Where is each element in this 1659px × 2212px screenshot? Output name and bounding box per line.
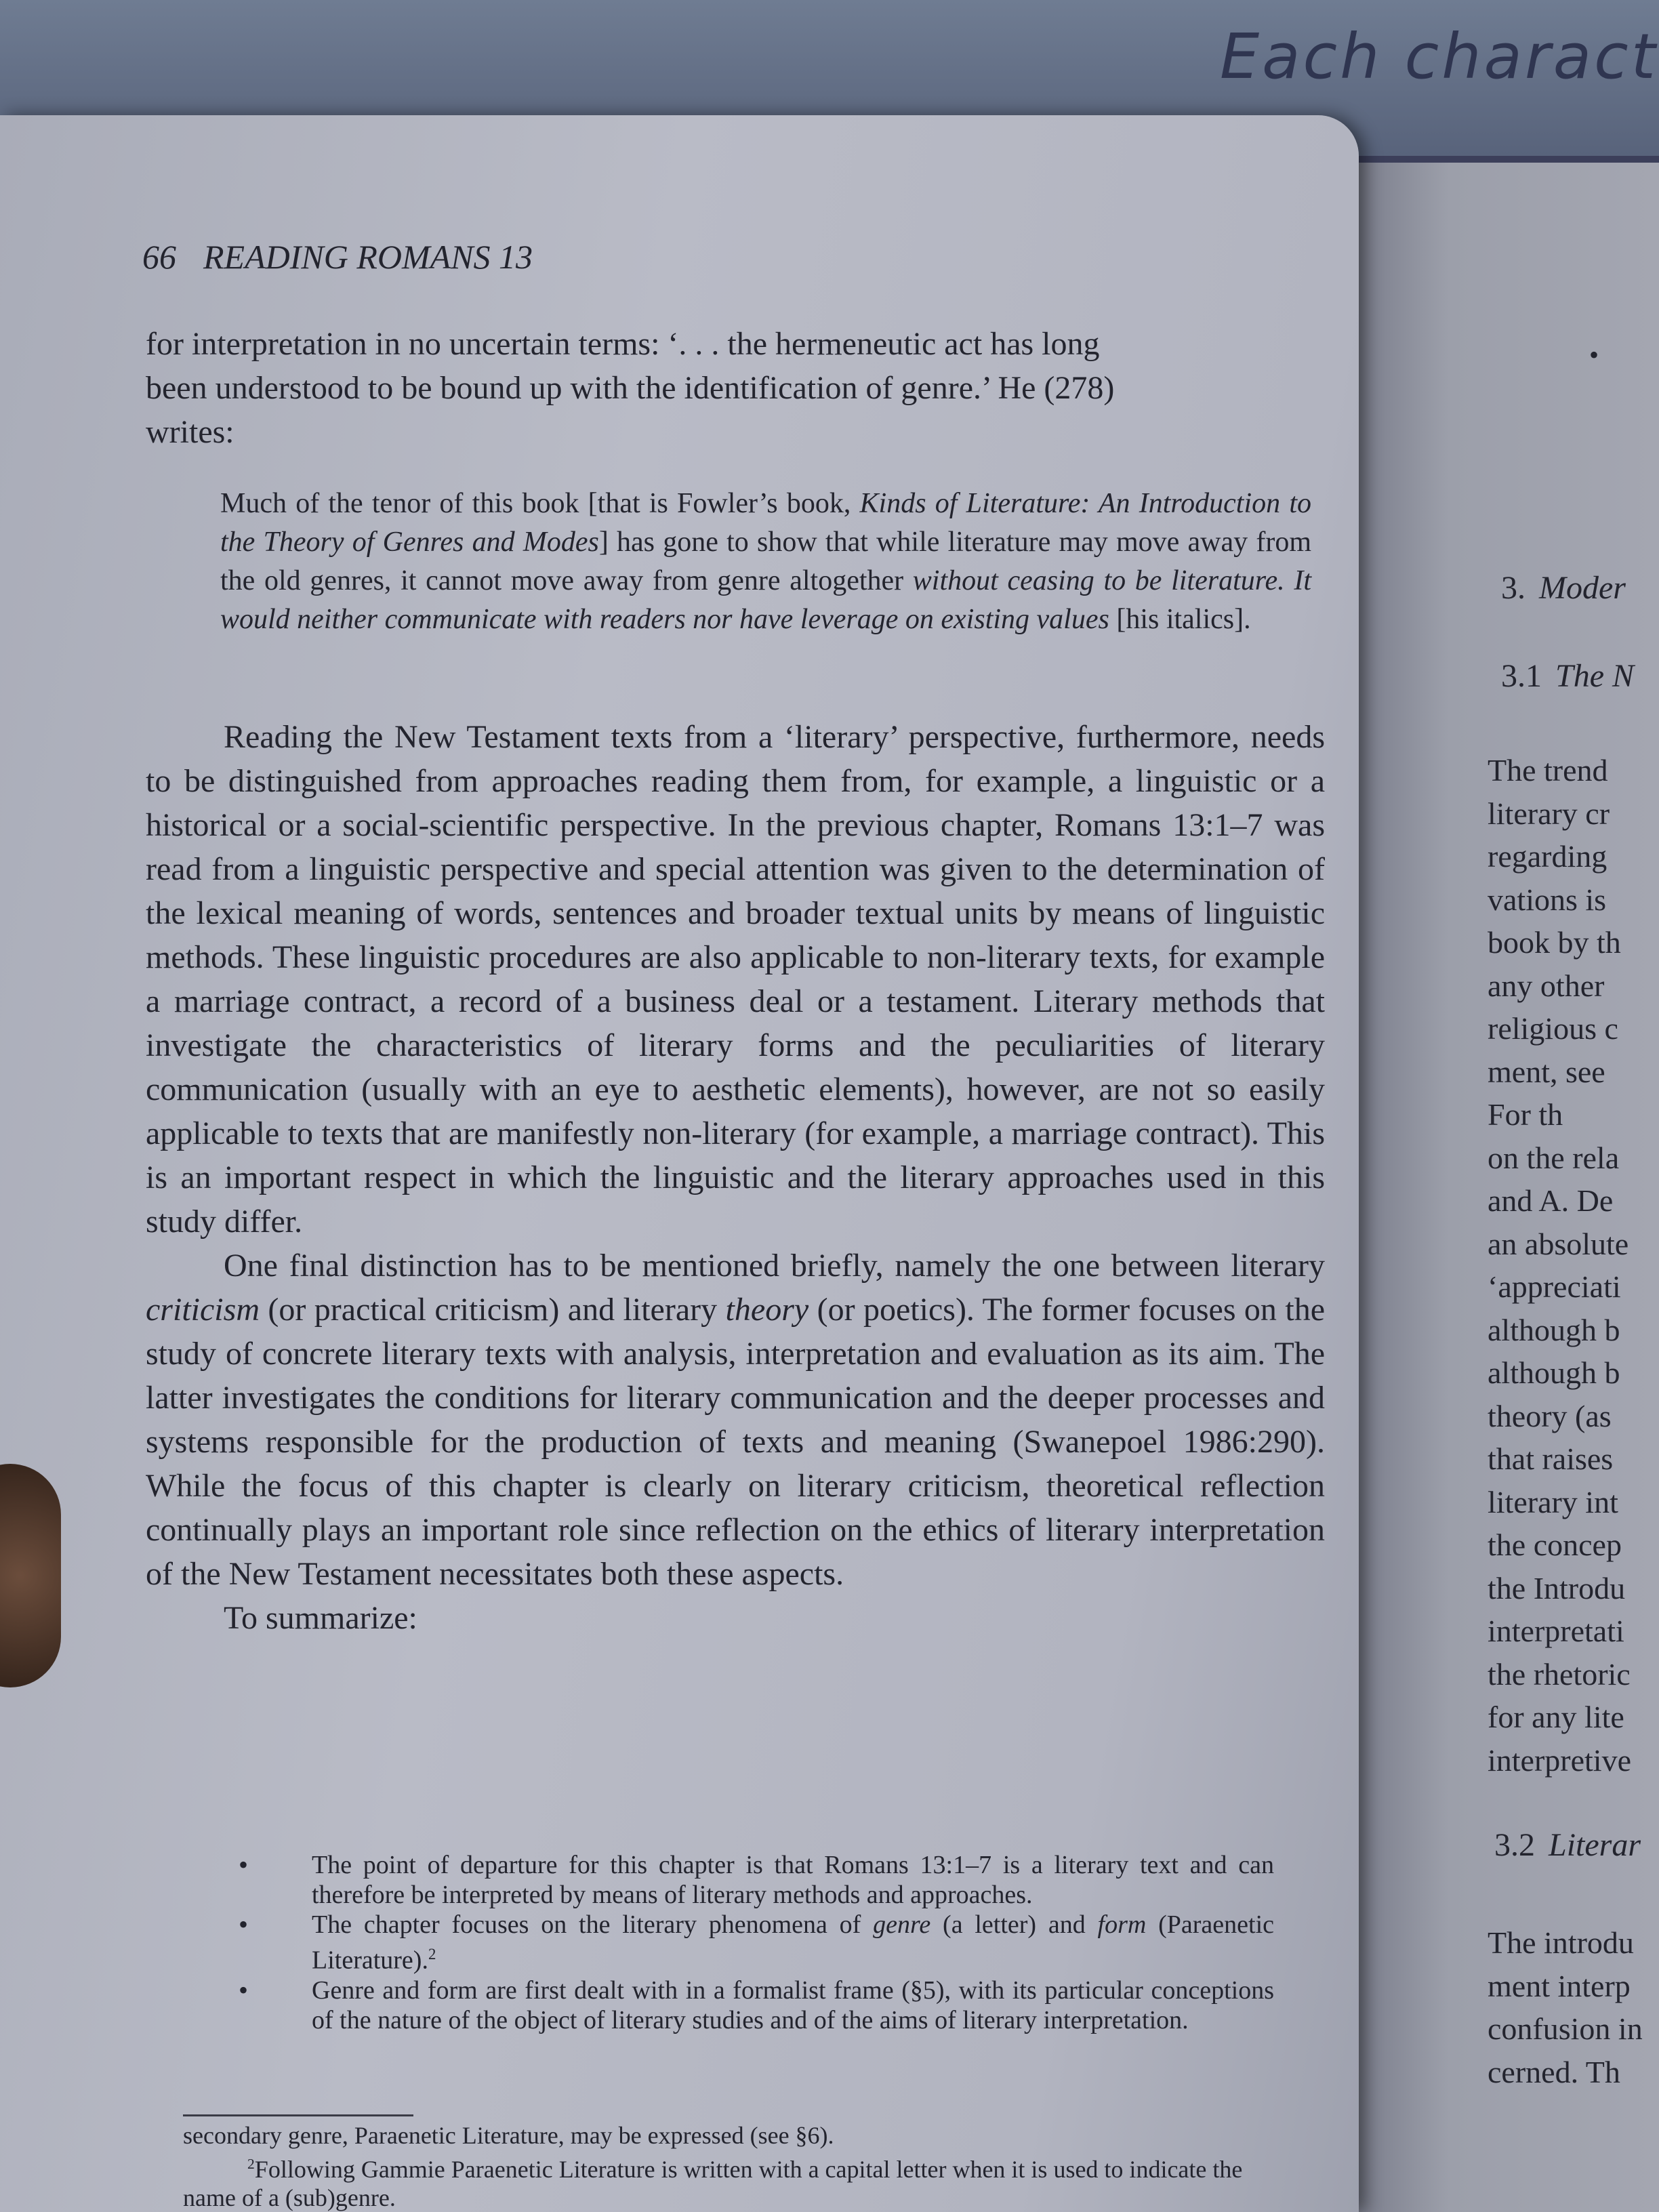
bullet-icon: • — [1589, 340, 1599, 370]
block-quote: Much of the tenor of this book [that is Fowler’s book, Kinds of Literature: An Introduction to the Theory of Genres and Modes] has gone to show that while literature may move away from the old genres, it cannot move away from genre altogether without ceasing to be literature. It would neither communicate with readers nor have leverage on existing values [his italics]. — [220, 488, 1311, 635]
right-text-line: on the rela — [1488, 1140, 1620, 1175]
right-text-line: For th — [1488, 1097, 1563, 1132]
right-text-line: cerned. Th — [1488, 2054, 1620, 2089]
right-text-line: the rhetoric — [1488, 1656, 1631, 1692]
paragraph-2: One final distinction has to be mentioned briefly, namely the one between literary criticism (or practical criticism) and literary theory (or poetics). The former focuses on the study of concrete literary texts with analysis, interpretation and evaluation as its aim. The latter investigates the conditions for literary communication and the deeper processes and systems responsible for the production of texts and meaning (Swanepoel 1986:290). While the focus of this chapter is clearly on literary criticism, theoretical reflection continually plays an important role since reflection on the ethics of literary interpretation of the New Testament necessitates both these aspects. — [146, 1248, 1326, 1592]
opening-line: writes: — [146, 414, 234, 450]
right-text-line: book by th — [1488, 925, 1621, 960]
opening-text — [146, 322, 1325, 454]
footnote-1: secondary genre, Paraenetic Literature, may be expressed (see §6). — [183, 2122, 834, 2149]
right-text-line: the Introdu — [1488, 1570, 1626, 1605]
right-text-line: interpretive — [1488, 1742, 1632, 1778]
right-text-line: confusion in — [1488, 2011, 1643, 2046]
running-head — [142, 237, 533, 276]
right-text-line: ment interp — [1488, 1968, 1631, 2003]
right-text-line: literary cr — [1488, 796, 1610, 831]
right-text-line: that raises — [1488, 1441, 1614, 1476]
right-text-line: literary int — [1488, 1484, 1618, 1519]
right-text-line: religious c — [1488, 1011, 1618, 1046]
handwritten-note: Each charact — [1220, 20, 1658, 93]
right-text-line: although b — [1488, 1312, 1620, 1347]
right-heading-3-1: 3.1 The N — [1501, 658, 1635, 694]
list-item: • The point of departure for this chapter is that Romans 13:1–7 is a literary text and can therefore be interpreted by means of literary methods and approaches. — [239, 1849, 1274, 1909]
opening-line: been understood to be bound up with the identification of genre.’ He (278) — [146, 370, 1115, 406]
right-text-line: The introdu — [1488, 1925, 1634, 1960]
right-text-line: interpretati — [1488, 1614, 1624, 1648]
right-text-line: regarding — [1488, 839, 1607, 874]
book-page — [0, 115, 1359, 2212]
footnote-2: $^2$Following Gammie Paraenetic Literature is written with a capital letter when it is used to indicate the name of a (sub)genre. — [183, 2156, 1243, 2211]
footnote-ref: 2 — [428, 1946, 436, 1963]
summary-intro: To summarize: — [224, 1600, 417, 1636]
right-heading-3: 3. Moder — [1501, 570, 1626, 606]
right-text-line: any other — [1488, 968, 1605, 1003]
paragraph-1: Reading the New Testament texts from a ‘literary’ perspective, furthermore, needs to be distinguished from approaches reading them from, for example, a linguistic or a historical or a social-scientific perspective. In the previous chapter, Romans 13:1–7 was read from a linguistic perspective and special attention was given to the determination of the lexical meaning of words, sentences and broader textual units by means of linguistic methods. These linguistic procedures are also applicable to non-literary texts, for example a marriage contract, a record of a business deal or a testament. Literary methods that investigate the characteristics of literary forms and the peculiarities of literary communication (usually with an eye to aesthetic elements), however, are not so easily applicable to texts that are manifestly non-literary (for example, a marriage contract). This is an important respect in which the linguistic and the literary approaches used in this study differ. — [146, 719, 1325, 1240]
bullet-icon: • — [239, 1849, 249, 1880]
footnotes — [183, 2121, 1281, 2212]
right-text-line: ‘appreciati — [1488, 1269, 1621, 1304]
bullet-icon: • — [239, 1909, 249, 1940]
right-text-line: the concep — [1488, 1528, 1622, 1562]
thumb — [0, 1464, 61, 1687]
right-text-line: The trend — [1488, 753, 1608, 787]
running-title: READING ROMANS 13 — [203, 238, 533, 276]
summary-list — [239, 1849, 1274, 2035]
right-text-line: vations is — [1488, 882, 1607, 917]
page-number: 66 — [142, 238, 176, 276]
main-text — [146, 715, 1325, 1640]
right-text-line: an absolute — [1488, 1226, 1629, 1261]
right-text-line: theory (as — [1488, 1398, 1612, 1433]
right-text-line: ment, see — [1488, 1054, 1605, 1089]
list-item: • Genre and form are first dealt with in a formalist frame (§5), with its particular conceptions of the nature of the object of literary studies and of the aims of literary interpretation. — [239, 1974, 1274, 2034]
right-text-line: and A. De — [1488, 1183, 1614, 1218]
bullet-icon: • — [239, 1974, 249, 2005]
right-facing-page — [1359, 163, 1659, 2212]
list-item: • The chapter focuses on the literary phenomena of genre (a letter) and form (Paraenetic Literature).$^2$ — [239, 1909, 1274, 1975]
right-heading-3-2: 3.2 Literar — [1494, 1827, 1641, 1863]
footnote-rule — [183, 2114, 413, 2116]
right-text-line: for any lite — [1488, 1700, 1624, 1734]
right-text-line: although b — [1488, 1355, 1620, 1390]
opening-line: for interpretation in no uncertain terms: ‘. . . the hermeneutic act has long — [146, 326, 1100, 362]
